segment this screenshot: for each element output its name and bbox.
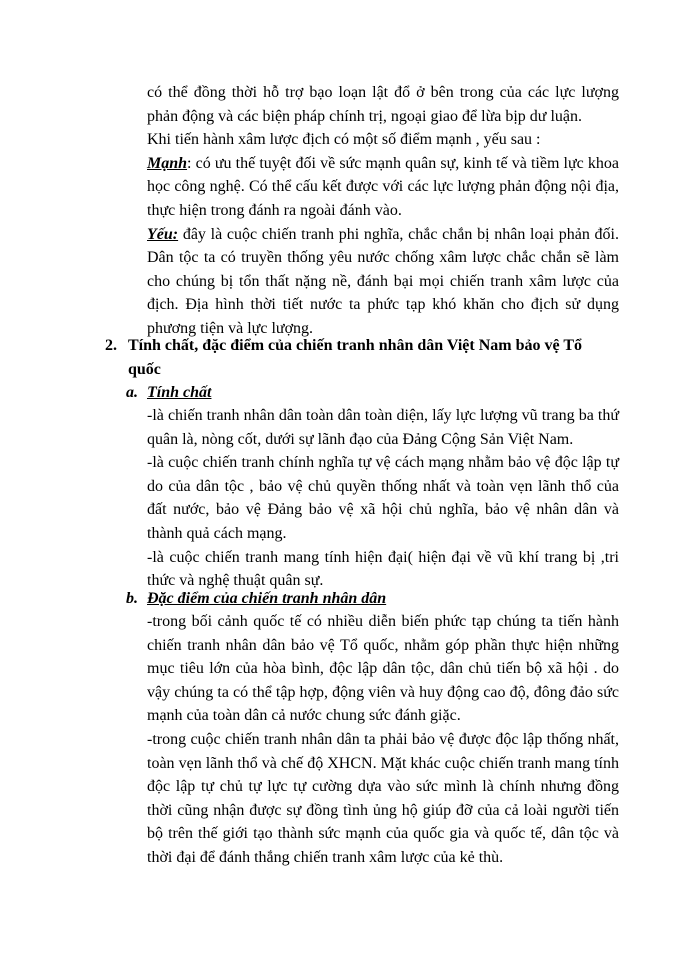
list-item: -là cuộc chiến tranh mang tính hiện đại( hiện đại về vũ khí trang bị ,tri thức và nghệ thuật quân sự.	[147, 548, 619, 590]
weakness-label: Yếu:	[147, 225, 179, 243]
list-item: -là cuộc chiến tranh chính nghĩa tự vệ cách mạng nhằm bảo vệ độc lập tự do của dân tộc , bảo vệ chủ quyền thống nhất và toàn vẹn lãnh thổ của đất nước, bảo vệ Đảng bảo vệ xã hội chủ nghĩa, bảo vệ nhân dân và thành quả cách mạng.	[147, 454, 619, 542]
section-2-title-cont: quốc	[128, 360, 161, 378]
strength-label: Mạnh	[147, 154, 188, 172]
weakness-text: đây là cuộc chiến tranh phi nghĩa, chắc chắn bị nhân loại phản đối. Dân tộc ta có truyền thống yêu nước chống xâm lược chắc chắn sẽ làm cho chúng bị tổn thất nặng nề, đánh bại mọi chiến tranh xâm lược của địch. Địa hình thời tiết nước ta phức tạp khó khăn cho địch sử dụng phương tiện và lực lượng.	[147, 225, 619, 337]
intro-block	[147, 81, 619, 341]
subsection-a-letter: a.	[126, 384, 138, 401]
strength-text: : có ưu thế tuyệt đối về sức mạnh quân sự, kinh tế và tiềm lực khoa học công nghệ. Có thể cấu kết được với các lực lượng phản động nội địa, thực hiện trong đánh ra ngoài đánh vào.	[147, 154, 619, 219]
strength-paragraph	[147, 152, 619, 223]
section-2-title: Tính chất, đặc điểm của chiến tranh nhân dân Việt Nam bảo vệ Tổ	[128, 337, 582, 354]
subsection-a-heading	[126, 381, 211, 405]
subsection-a-title: Tính chất	[147, 384, 212, 401]
list-item: -trong bối cảnh quốc tế có nhiều diễn biến phức tạp chúng ta tiến hành chiến tranh nhân dân bảo vệ Tổ quốc, nhằm góp phần thực hiện những mục tiêu lớn của hòa bình, độc lập dân tộc, dân chủ tiến bộ xã hội . do vậy chúng ta có thể tập hợp, động viên và huy động cao độ, đông đảo sức mạnh của toàn dân cả nước chung sức đánh giặc.	[147, 613, 619, 725]
list-item: -trong cuộc chiến tranh nhân dân ta phải bảo vệ được độc lập thống nhất, toàn vẹn lãnh thổ và chế độ XHCN. Mặt khác cuộc chiến tranh mang tính độc lập tự chủ tự lực tự cường dựa vào sức mình là chính nhưng đồng thời cũng nhận được sự đồng tình ủng hộ giúp đỡ của cả loài người tiến bộ trên thế giới tạo thành sức mạnh của quốc gia và quốc tế, dân tộc và thời đại để đánh thắng chiến tranh xâm lược của kẻ thù.	[147, 730, 619, 866]
intro-summary: Khi tiến hành xâm lược địch có một số điểm mạnh , yếu sau :	[147, 131, 541, 149]
subsection-b-title: Đặc điểm của chiến tranh nhân dân	[147, 590, 387, 607]
weakness-paragraph	[147, 223, 619, 341]
section-2-number: 2.	[105, 337, 117, 354]
list-item: -là chiến tranh nhân dân toàn dân toàn diện, lấy lực lượng vũ trang ba thứ quân là, nòng cốt, dưới sự lãnh đạo của Đảng Cộng Sản Việt Nam.	[147, 407, 619, 448]
section-2-heading	[105, 334, 625, 381]
subsection-b-letter: b.	[126, 590, 138, 607]
intro-paragraph-top: có thể đồng thời hỗ trợ bạo loạn lật đổ ở bên trong của các lực lượng phản động và các biện pháp chính trị, ngoại giao để lừa bịp dư luận.	[147, 84, 619, 125]
subsection-a-items	[147, 404, 619, 593]
subsection-b-heading	[126, 587, 386, 611]
subsection-b-items	[147, 610, 619, 870]
